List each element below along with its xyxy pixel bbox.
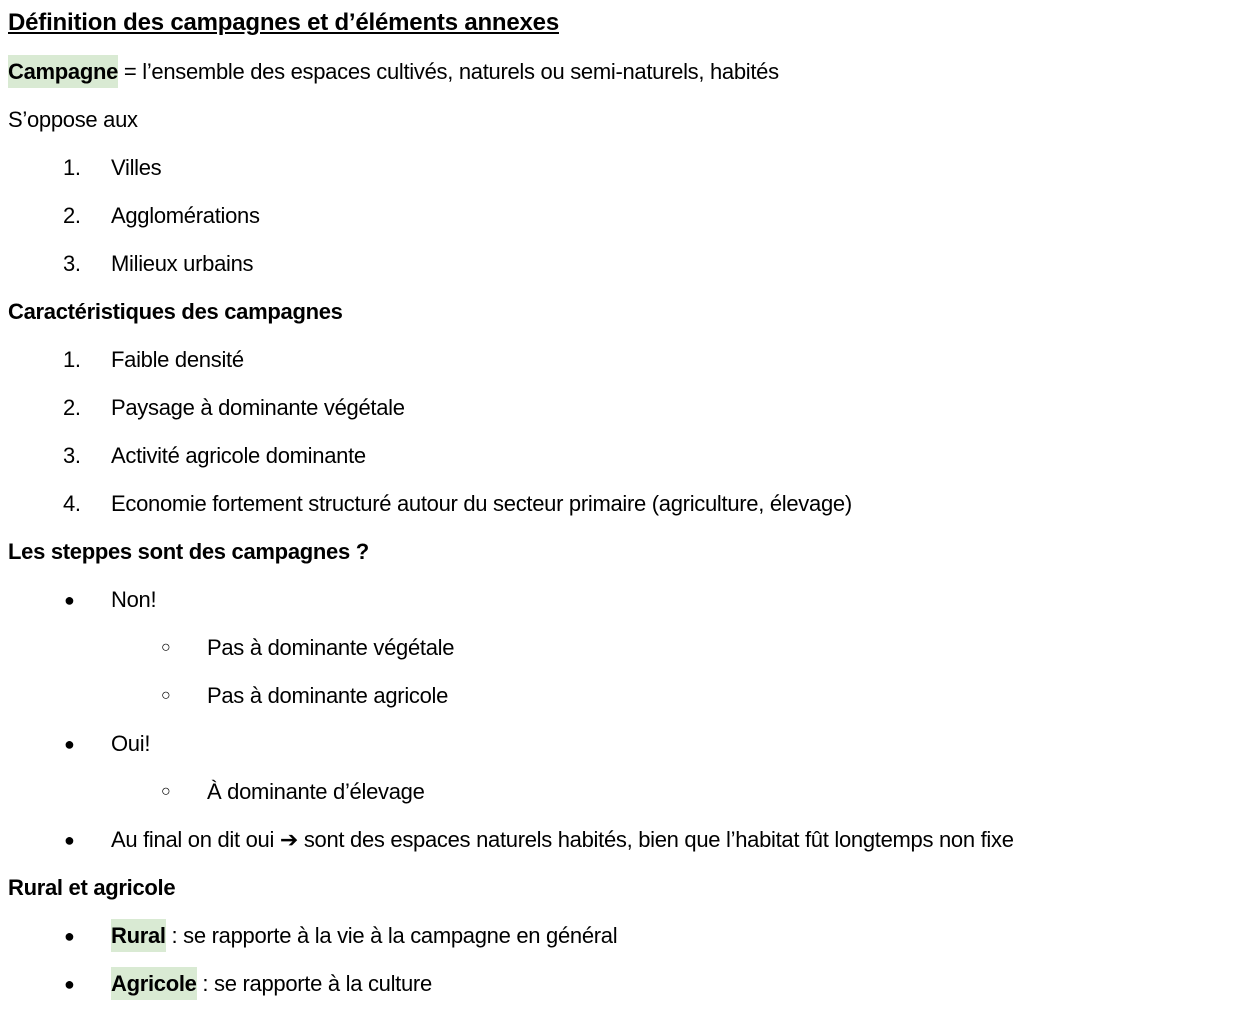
item-text: Pas à dominante agricole <box>207 683 449 708</box>
bullet-item <box>8 720 1238 768</box>
item-text: Oui! <box>111 731 151 756</box>
numbered-item <box>8 432 1238 480</box>
bullet-icon: ● <box>64 974 75 994</box>
sub-bullet-icon: ○ <box>161 687 171 704</box>
bullet-icon: ● <box>64 830 75 850</box>
item-text: Au final on dit oui ➔ sont des espaces naturels habités, bien que l’habitat fût longtemps non fixe <box>111 827 1014 852</box>
list-number: 2. <box>63 395 81 420</box>
numbered-item <box>8 144 1238 192</box>
list-number: 3. <box>63 443 81 468</box>
item-text <box>111 960 432 1008</box>
item-text: Pas à dominante végétale <box>207 635 455 660</box>
section-heading: Les steppes sont des campagnes ? <box>8 539 369 564</box>
list-number: 3. <box>63 251 81 276</box>
bullet-item <box>8 576 1238 624</box>
section-heading: Rural et agricole <box>8 875 176 900</box>
item-text: Agglomérations <box>111 203 260 228</box>
numbered-item <box>8 240 1238 288</box>
item-text: Paysage à dominante végétale <box>111 395 405 420</box>
item-text: Faible densité <box>111 347 244 372</box>
oppose-intro: S’oppose aux <box>8 107 138 132</box>
list-number: 1. <box>63 347 81 372</box>
numbered-item <box>8 384 1238 432</box>
item-text: Activité agricole dominante <box>111 443 366 468</box>
item-text: Economie fortement structuré autour du secteur primaire (agriculture, élevage) <box>111 491 852 516</box>
term-definition: : se rapporte à la vie à la campagne en général <box>165 923 618 948</box>
list-number: 2. <box>63 203 81 228</box>
item-text: À dominante d’élevage <box>207 779 425 804</box>
sub-bullet-item <box>8 672 1238 720</box>
sub-bullet-icon: ○ <box>161 639 171 656</box>
numbered-item <box>8 480 1238 528</box>
bullet-item <box>8 912 1238 960</box>
sub-bullet-icon: ○ <box>161 783 171 800</box>
item-text <box>111 912 617 960</box>
item-text: Non! <box>111 587 157 612</box>
bullet-icon: ● <box>64 926 75 946</box>
sub-bullet-item <box>8 768 1238 816</box>
bullet-icon: ● <box>64 590 75 610</box>
section-heading: Caractéristiques des campagnes <box>8 299 343 324</box>
bullet-icon: ● <box>64 734 75 754</box>
list-number: 1. <box>63 155 81 180</box>
term-definition: : se rapporte à la culture <box>196 971 432 996</box>
definition-text: = l’ensemble des espaces cultivés, naturels ou semi-naturels, habités <box>118 59 779 84</box>
highlighted-term: Agricole <box>111 967 197 1000</box>
list-number: 4. <box>63 491 81 516</box>
item-text: Villes <box>111 155 162 180</box>
numbered-item <box>8 336 1238 384</box>
highlighted-term: Rural <box>111 919 166 952</box>
sub-bullet-item <box>8 624 1238 672</box>
bullet-item <box>8 960 1238 1008</box>
item-text: Milieux urbains <box>111 251 254 276</box>
highlighted-term: Campagne <box>8 55 118 88</box>
numbered-item <box>8 192 1238 240</box>
document-title: Définition des campagnes et d’éléments annexes <box>8 9 559 36</box>
bullet-item <box>8 816 1238 864</box>
definition-line <box>8 48 1238 96</box>
